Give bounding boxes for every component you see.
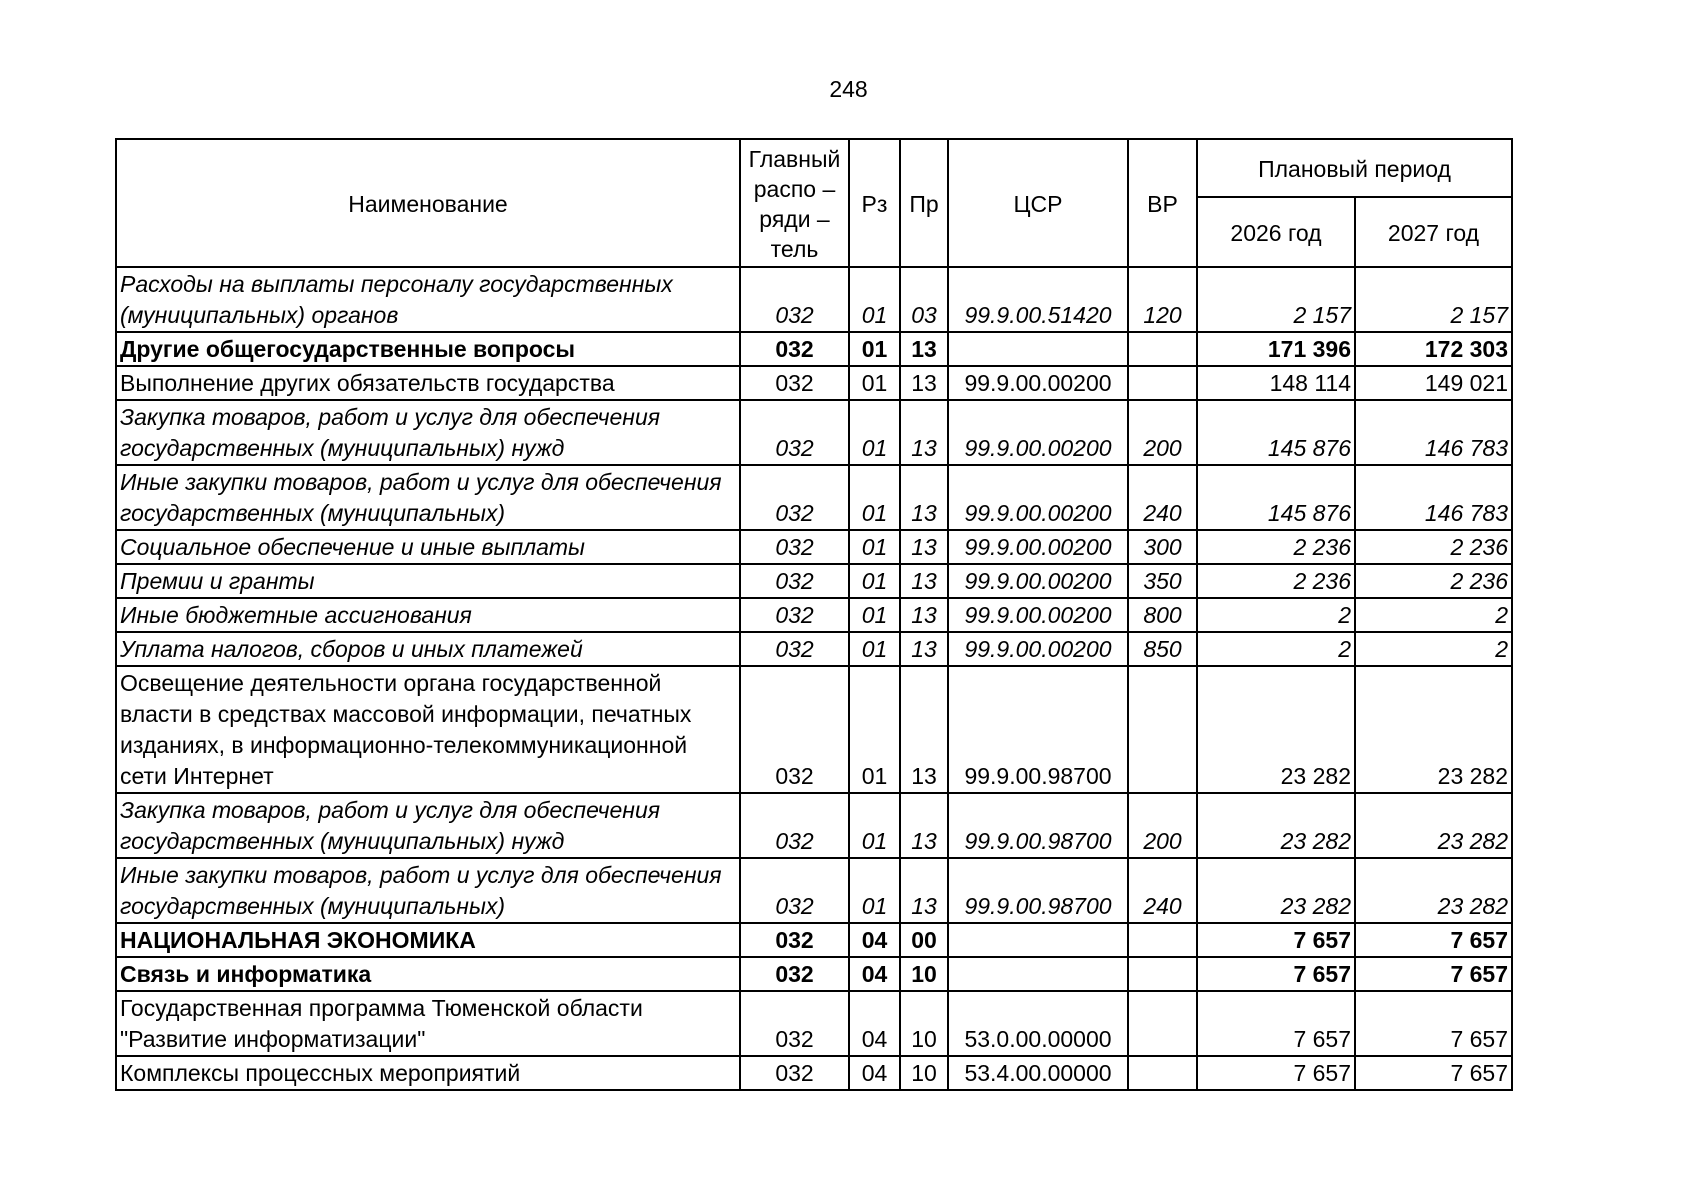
cell-name: Уплата налогов, сборов и иных платежей <box>116 632 740 666</box>
cell-2026: 2 157 <box>1197 267 1355 332</box>
cell-2026: 7 657 <box>1197 923 1355 957</box>
cell-2026: 148 114 <box>1197 366 1355 400</box>
cell-chief-administrator: 032 <box>740 1056 849 1090</box>
cell-2027: 149 021 <box>1355 366 1512 400</box>
table-row <box>116 666 1512 793</box>
header-plan-period: Плановый период <box>1197 139 1512 197</box>
cell-section: 01 <box>849 332 900 366</box>
cell-subsection: 13 <box>900 858 948 923</box>
cell-expense-type: 240 <box>1128 465 1197 530</box>
table-header <box>116 139 1512 267</box>
cell-section: 01 <box>849 858 900 923</box>
cell-2026: 2 <box>1197 598 1355 632</box>
cell-chief-administrator: 032 <box>740 991 849 1056</box>
cell-name: Закупка товаров, работ и услуг для обеспечения государственных (муниципальных) нужд <box>116 793 740 858</box>
cell-chief-administrator: 032 <box>740 465 849 530</box>
cell-target-item: 53.4.00.00000 <box>948 1056 1128 1090</box>
cell-expense-type: 200 <box>1128 793 1197 858</box>
cell-section: 04 <box>849 991 900 1056</box>
cell-section: 01 <box>849 530 900 564</box>
header-subsection: Пр <box>900 139 948 267</box>
cell-subsection: 13 <box>900 793 948 858</box>
cell-chief-administrator: 032 <box>740 666 849 793</box>
table-row <box>116 858 1512 923</box>
cell-2026: 145 876 <box>1197 465 1355 530</box>
cell-2026: 7 657 <box>1197 1056 1355 1090</box>
cell-expense-type: 300 <box>1128 530 1197 564</box>
cell-subsection: 10 <box>900 957 948 991</box>
cell-target-item: 99.9.00.51420 <box>948 267 1128 332</box>
cell-2027: 23 282 <box>1355 666 1512 793</box>
cell-expense-type <box>1128 666 1197 793</box>
cell-chief-administrator: 032 <box>740 632 849 666</box>
cell-expense-type: 120 <box>1128 267 1197 332</box>
table-row <box>116 598 1512 632</box>
cell-section: 04 <box>849 1056 900 1090</box>
cell-2027: 7 657 <box>1355 991 1512 1056</box>
cell-name: Иные закупки товаров, работ и услуг для обеспечения государственных (муниципальных) <box>116 465 740 530</box>
cell-target-item: 99.9.00.98700 <box>948 666 1128 793</box>
cell-2027: 7 657 <box>1355 1056 1512 1090</box>
cell-name: Государственная программа Тюменской области "Развитие информатизации" <box>116 991 740 1056</box>
header-name: Наименование <box>116 139 740 267</box>
table-row <box>116 564 1512 598</box>
cell-target-item: 99.9.00.00200 <box>948 564 1128 598</box>
cell-name: Расходы на выплаты персоналу государственных (муниципальных) органов <box>116 267 740 332</box>
cell-expense-type: 240 <box>1128 858 1197 923</box>
cell-subsection: 03 <box>900 267 948 332</box>
cell-2027: 2 236 <box>1355 530 1512 564</box>
cell-expense-type <box>1128 923 1197 957</box>
cell-2027: 146 783 <box>1355 400 1512 465</box>
cell-target-item: 99.9.00.00200 <box>948 366 1128 400</box>
cell-chief-administrator: 032 <box>740 366 849 400</box>
cell-name: Освещение деятельности органа государственной власти в средствах массовой информации, печатных изданиях, в информационно-телекоммуникационной сети Интернет <box>116 666 740 793</box>
cell-chief-administrator: 032 <box>740 332 849 366</box>
cell-2026: 2 236 <box>1197 564 1355 598</box>
cell-name: Связь и информатика <box>116 957 740 991</box>
header-chief-administrator: Главный распо – ряди – тель <box>740 139 849 267</box>
cell-chief-administrator: 032 <box>740 858 849 923</box>
cell-target-item: 99.9.00.00200 <box>948 465 1128 530</box>
cell-subsection: 13 <box>900 564 948 598</box>
cell-section: 01 <box>849 632 900 666</box>
header-year-2027: 2027 год <box>1355 197 1512 267</box>
cell-target-item <box>948 957 1128 991</box>
header-target-item: ЦСР <box>948 139 1128 267</box>
header-expense-type: ВР <box>1128 139 1197 267</box>
table-row <box>116 465 1512 530</box>
cell-target-item: 99.9.00.00200 <box>948 632 1128 666</box>
cell-name: Социальное обеспечение и иные выплаты <box>116 530 740 564</box>
cell-target-item: 53.0.00.00000 <box>948 991 1128 1056</box>
cell-2027: 2 157 <box>1355 267 1512 332</box>
cell-section: 04 <box>849 923 900 957</box>
cell-expense-type: 850 <box>1128 632 1197 666</box>
cell-subsection: 13 <box>900 632 948 666</box>
cell-target-item: 99.9.00.98700 <box>948 793 1128 858</box>
cell-section: 04 <box>849 957 900 991</box>
cell-expense-type <box>1128 991 1197 1056</box>
cell-name: Комплексы процессных мероприятий <box>116 1056 740 1090</box>
page-number: 248 <box>829 76 868 102</box>
cell-name: НАЦИОНАЛЬНАЯ ЭКОНОМИКА <box>116 923 740 957</box>
table-row <box>116 991 1512 1056</box>
cell-subsection: 13 <box>900 598 948 632</box>
cell-2027: 23 282 <box>1355 793 1512 858</box>
cell-subsection: 13 <box>900 666 948 793</box>
header-year-2026: 2026 год <box>1197 197 1355 267</box>
cell-target-item: 99.9.00.00200 <box>948 530 1128 564</box>
cell-section: 01 <box>849 793 900 858</box>
cell-2026: 171 396 <box>1197 332 1355 366</box>
cell-expense-type: 800 <box>1128 598 1197 632</box>
table-row <box>116 957 1512 991</box>
cell-target-item <box>948 332 1128 366</box>
cell-chief-administrator: 032 <box>740 923 849 957</box>
cell-section: 01 <box>849 465 900 530</box>
table-row <box>116 400 1512 465</box>
cell-section: 01 <box>849 666 900 793</box>
cell-target-item <box>948 923 1128 957</box>
cell-subsection: 10 <box>900 1056 948 1090</box>
cell-2027: 146 783 <box>1355 465 1512 530</box>
cell-name: Закупка товаров, работ и услуг для обеспечения государственных (муниципальных) нужд <box>116 400 740 465</box>
cell-chief-administrator: 032 <box>740 530 849 564</box>
table-row <box>116 267 1512 332</box>
cell-2027: 2 <box>1355 632 1512 666</box>
cell-section: 01 <box>849 366 900 400</box>
cell-2026: 7 657 <box>1197 957 1355 991</box>
cell-2026: 23 282 <box>1197 793 1355 858</box>
cell-expense-type <box>1128 1056 1197 1090</box>
table-row <box>116 332 1512 366</box>
cell-chief-administrator: 032 <box>740 598 849 632</box>
cell-2027: 2 <box>1355 598 1512 632</box>
cell-section: 01 <box>849 267 900 332</box>
budget-table <box>115 138 1513 1091</box>
cell-section: 01 <box>849 598 900 632</box>
cell-subsection: 13 <box>900 366 948 400</box>
cell-section: 01 <box>849 564 900 598</box>
cell-chief-administrator: 032 <box>740 400 849 465</box>
cell-target-item: 99.9.00.00200 <box>948 598 1128 632</box>
cell-2026: 7 657 <box>1197 991 1355 1056</box>
cell-chief-administrator: 032 <box>740 957 849 991</box>
table-row <box>116 1056 1512 1090</box>
cell-subsection: 10 <box>900 991 948 1056</box>
cell-subsection: 13 <box>900 465 948 530</box>
cell-2027: 7 657 <box>1355 957 1512 991</box>
cell-2027: 7 657 <box>1355 923 1512 957</box>
cell-name: Другие общегосударственные вопросы <box>116 332 740 366</box>
cell-subsection: 13 <box>900 332 948 366</box>
cell-2026: 2 236 <box>1197 530 1355 564</box>
cell-name: Выполнение других обязательств государства <box>116 366 740 400</box>
cell-expense-type <box>1128 366 1197 400</box>
cell-name: Иные закупки товаров, работ и услуг для обеспечения государственных (муниципальных) <box>116 858 740 923</box>
cell-2027: 172 303 <box>1355 332 1512 366</box>
cell-target-item: 99.9.00.98700 <box>948 858 1128 923</box>
cell-chief-administrator: 032 <box>740 564 849 598</box>
cell-subsection: 13 <box>900 400 948 465</box>
cell-2026: 23 282 <box>1197 858 1355 923</box>
cell-expense-type <box>1128 957 1197 991</box>
cell-expense-type: 350 <box>1128 564 1197 598</box>
table-row <box>116 366 1512 400</box>
table-row <box>116 632 1512 666</box>
cell-subsection: 13 <box>900 530 948 564</box>
cell-2027: 2 236 <box>1355 564 1512 598</box>
cell-target-item: 99.9.00.00200 <box>948 400 1128 465</box>
cell-name: Премии и гранты <box>116 564 740 598</box>
cell-2026: 145 876 <box>1197 400 1355 465</box>
cell-name: Иные бюджетные ассигнования <box>116 598 740 632</box>
cell-subsection: 00 <box>900 923 948 957</box>
cell-expense-type: 200 <box>1128 400 1197 465</box>
cell-2026: 2 <box>1197 632 1355 666</box>
cell-chief-administrator: 032 <box>740 267 849 332</box>
cell-chief-administrator: 032 <box>740 793 849 858</box>
header-section: Рз <box>849 139 900 267</box>
table-row <box>116 923 1512 957</box>
cell-expense-type <box>1128 332 1197 366</box>
table-row <box>116 793 1512 858</box>
table-body <box>116 267 1512 1090</box>
table-row <box>116 530 1512 564</box>
cell-section: 01 <box>849 400 900 465</box>
cell-2027: 23 282 <box>1355 858 1512 923</box>
cell-2026: 23 282 <box>1197 666 1355 793</box>
